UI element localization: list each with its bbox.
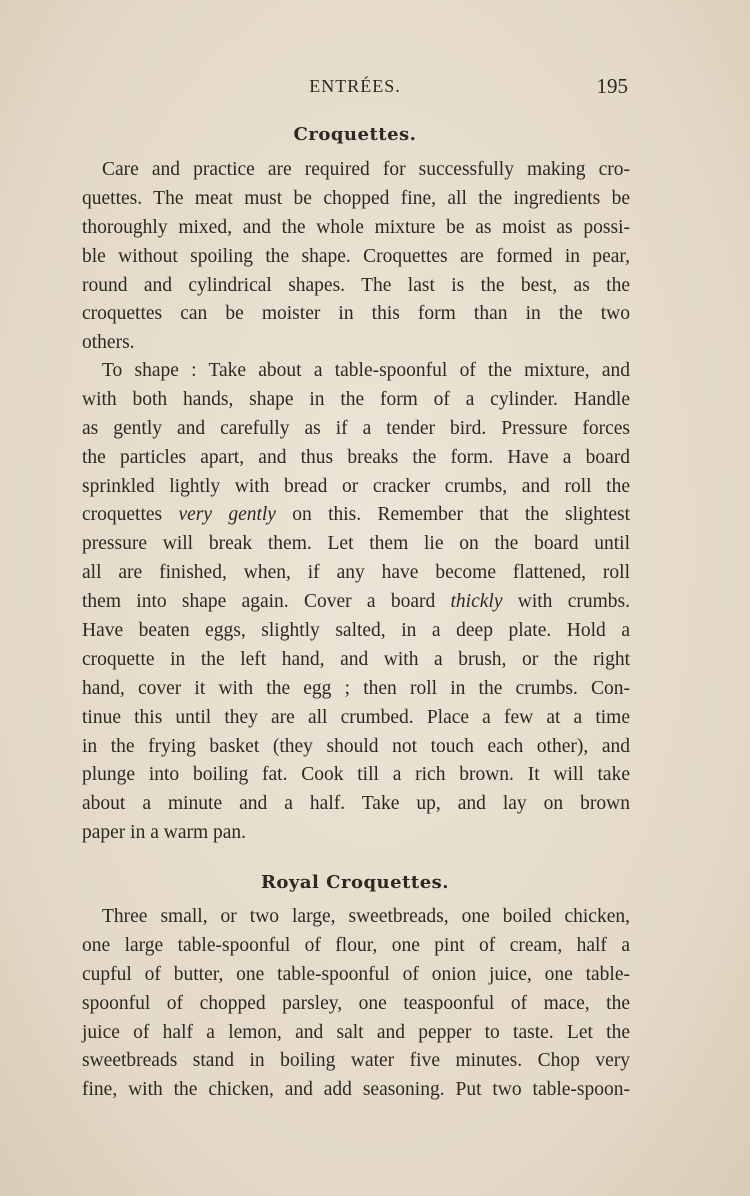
paragraph xyxy=(82,156,630,358)
text-line: juice of half a lemon, and salt and pepper to taste. Let the xyxy=(82,1021,630,1043)
italic-phrase: very gently xyxy=(178,504,276,526)
text-line: To shape : Take about a table-spoonful of the mixture, and xyxy=(102,360,630,381)
text-segment: croquettes xyxy=(82,504,179,526)
text-line: sprinkled lightly with bread or cracker crumbs, and roll the xyxy=(82,475,630,497)
text-line: tinue this until they are all crumbed. Place a few at a time xyxy=(82,706,630,728)
text-line: about a minute and a half. Take up, and lay on brown xyxy=(82,793,630,815)
text-line: plunge into boiling fat. Cook till a rich brown. It will take xyxy=(82,764,630,786)
text-line: hand, cover it with the egg ; then roll in the crumbs. Con- xyxy=(82,677,630,699)
text-line: croquettes can be moister in this form than in the two xyxy=(82,303,630,325)
text-line: one large table-spoonful of flour, one pint of cream, half a xyxy=(82,934,630,956)
text-line: paper in a warm pan. xyxy=(82,822,247,844)
text-line: all are finished, when, if any have become flattened, roll xyxy=(82,562,630,584)
paragraph xyxy=(82,357,630,848)
page-header xyxy=(82,74,628,102)
text-line: ble without spoiling the shape. Croquettes are formed in pear, xyxy=(82,245,630,267)
text-line: in the frying basket (they should not touch each other), and xyxy=(82,735,630,757)
text-line: quettes. The meat must be chopped fine, all the ingredients be xyxy=(82,187,630,209)
italic-phrase: thickly xyxy=(450,591,503,613)
text-line: pressure will break them. Let them lie on the board until xyxy=(82,533,630,555)
text-line-with-italic xyxy=(82,501,630,530)
text-line: others. xyxy=(82,332,135,354)
text-line: Care and practice are required for successfully making cro- xyxy=(102,159,630,180)
text-segment: on this. Remember that the slightest xyxy=(275,504,630,526)
text-line-with-italic xyxy=(82,588,630,617)
text-line: with both hands, shape in the form of a cylinder. Handle xyxy=(82,388,630,410)
text-line: as gently and carefully as if a tender bird. Pressure forces xyxy=(82,417,630,439)
text-line: thoroughly mixed, and the whole mixture be as moist as possi- xyxy=(82,216,630,238)
section-title: Croquettes. xyxy=(293,124,417,145)
paragraph xyxy=(82,903,630,1105)
section-title: Royal Croquettes. xyxy=(260,872,450,893)
text-line: sweetbreads stand in boiling water five minutes. Chop very xyxy=(82,1050,630,1072)
page-number: 195 xyxy=(596,74,628,98)
running-head: ENTRÉES. xyxy=(309,76,401,96)
text-line: fine, with the chicken, and add seasoning. Put two table-spoon- xyxy=(82,1079,630,1101)
text-line: the particles apart, and thus breaks the form. Have a board xyxy=(82,446,630,468)
text-line: spoonful of chopped parsley, one teaspoonful of mace, the xyxy=(82,992,630,1014)
text-segment: them into shape again. Cover a board xyxy=(82,591,451,613)
text-line: Have beaten eggs, slightly salted, in a deep plate. Hold a xyxy=(82,620,630,642)
text-line: croquette in the left hand, and with a brush, or the right xyxy=(82,648,630,670)
text-line: Three small, or two large, sweetbreads, one boiled chicken, xyxy=(102,906,630,927)
text-segment: with crumbs. xyxy=(502,591,630,613)
text-line: round and cylindrical shapes. The last is the best, as the xyxy=(82,274,630,296)
text-line: cupful of butter, one table-spoonful of onion juice, one table- xyxy=(82,963,630,985)
